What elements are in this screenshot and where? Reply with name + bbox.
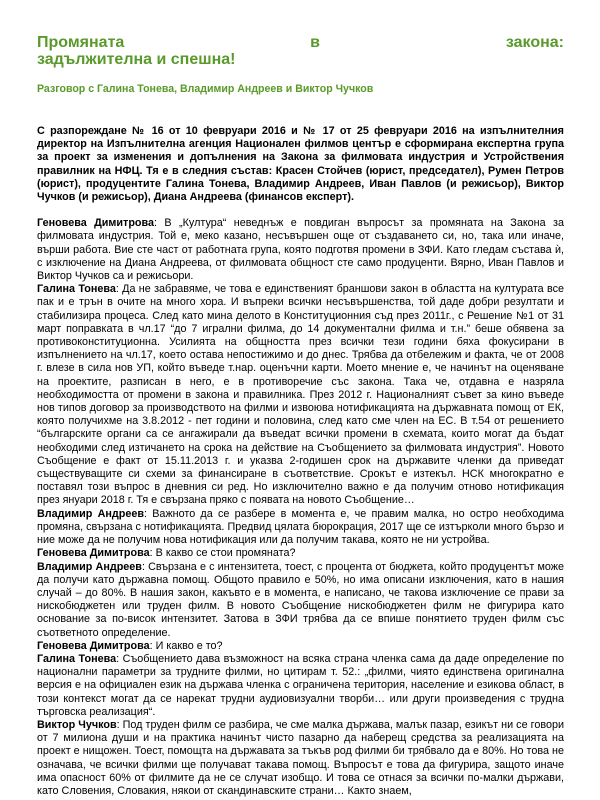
speaker-name: Владимир Андреев xyxy=(37,507,145,520)
paragraph-text: : Свързана е с интензитета, тоест, с процента от бюджета, който продуцентът може да получи като държавна помощ. Общото правило е 50%, но има описани изключения, като в нашия случай – до 80%. В нашия закон, какъвто е в момента, е написано, че такова изключение се прави за нискобюджетен или труден филм. В новото Съобщение нискобюджетен филм не фигурира като основание за по-висок интензитет. Затова в ЗФИ трябва да се впише понятието труден филм със съответното определение. xyxy=(37,560,564,639)
paragraph xyxy=(37,217,564,283)
speaker-name: Геновева Димитрова xyxy=(37,217,155,230)
title-line-1 xyxy=(37,34,564,51)
title-word-3: закона: xyxy=(505,34,564,51)
paragraph xyxy=(37,653,564,719)
article-subtitle: Разговор с Галина Тонева, Владимир Андреев и Виктор Чучков xyxy=(37,83,374,95)
title-word-1: Промяната xyxy=(37,34,125,51)
paragraph-text: : Съобщението дава възможност на всяка страна членка сама да даде определение по национални параметри за трудните филми, но цитирам т. 52.: „филми, чиято единствена оригинална версия е на официален език на държава членка с ограничена територия, население и езикова област, в този контекст могат да се нарекат трудни аудиовизуални творби… или други произведения с трудна търговска реализация“. xyxy=(37,652,565,718)
article-title xyxy=(37,34,564,68)
speaker-name: Галина Тонева xyxy=(37,283,116,296)
speaker-name: Владимир Андреев xyxy=(37,560,142,573)
paragraph-text: : Важното да се разбере в момента е, че правим малка, но остро необходима промяна, свързана с нотификацията. Предвид цялата бюрокрация, 2017 ще се изтърколи много бързо и ние може да не получим нова нотификация или да получим такава, която не ни устройва. xyxy=(37,507,564,547)
paragraph xyxy=(37,547,564,560)
paragraph xyxy=(37,719,564,798)
paragraph-text: : В „Култура“ неведнъж е повдиган въпросът за промяната на Закона за филмовата индустрия. Той е, меко казано, несъвършен още от създаването си, но, така или иначе, върши работа. Вие сте част от работната група, която подготвя промени в ЗФИ. Като гледам състава ѝ, с изключение на Диана Андреева, от филмовата общност сте само продуценти. Вярно, Иван Павлов и Виктор Чучков са и режисьори. xyxy=(37,217,564,283)
paragraph-text: : Да не забравяме, че това е единственият браншови закон в областта на културата все пак и е трън в очите на много хора. И въпреки всички несъвършенства, той даде добри резултати и стабилизира процеса. След като мина делото в Конституционния съд през 2011г., с Решение №1 от 31 март поправката в чл.17 “до 7 игрални филма, до 14 документални филма и т.н.” беше обявена за противоконституционна. Усилията на общността през всички тези години бяха фокусирани в изпълнението на чл.17, което остава непостижимо и до днес. Трябва да отбележим и факта, че от 2008 г. влезе в сила нов УП, който въведе т.нар. оценъчни карти. Моето мнение е, че начинът на оценяване на проектите, разписан в него, е в противоречие със закона. Така че, отдавна е назряла необходимостта от промени в закона и правилника. През 2012 г. Националният съвет за кино въведе нов типов договор за производството на филми и извоюва нотификацията на държавната помощ от ЕК, която получихме на 3.8.2012 - пет години и половина, след като сме член на ЕС. В т.54 от решението “българските органи са се ангажирали да въведат всички промени в схемата, които могат да бъдат необходими след изтичането на срока на действие на Съобщението за филмовата индустрия”. Новото Съобщение е факт от 15.11.2013 г. и указва 2-годишен срок на държавите членки да приведат съществуващите си схеми за финансиране в съответствие. Срокът е изтекъл. НСК многократно е поставял този въпрос в дневния си ред. Но изключително важно е да получим отново нотификация през януари 2018 г. Тя е свързана пряко с появата на новото Съобщение… xyxy=(37,283,564,507)
speaker-name: Галина Тонева xyxy=(37,652,117,665)
paragraph-text: : Под труден филм се разбира, че сме малка държава, малък пазар, езикът ни се говори от 7 милиона души и на практика начинът чисто пазарно да наберещ средства за реализацията на проект е нищожен. Тоест, помощта на държавата за тъкъв род филми би трябвало да е 80%. Но това не означава, че всички филми ще получават такава помощ. Въпросът е това да фигурира, защото иначе има опасност 60% от филмите да не се случат изобщо. И това се отнася за всички по-малки държави, като Словения, Словакия, някои от скандинавските страни… Както знаем, xyxy=(37,718,565,797)
paragraph-text: : И какво е то? xyxy=(149,639,223,652)
title-line-2: задължителна и спешна! xyxy=(37,51,236,68)
paragraph xyxy=(37,508,564,548)
paragraph xyxy=(37,561,564,640)
article xyxy=(37,34,564,798)
speaker-name: Геновева Димитрова xyxy=(37,547,150,560)
paragraph xyxy=(37,640,564,653)
paragraph-text: : В какво се стои промяната? xyxy=(149,547,296,560)
title-word-2: в xyxy=(310,34,321,51)
paragraph xyxy=(37,283,564,507)
speaker-name: Геновева Димитрова xyxy=(37,639,150,652)
article-intro: С разпореждане № 16 от 10 февруари 2016 и № 17 от 25 февруари 2016 на изпълнителния директор на Изпълнителна агенция Национален филмов център е сформирана експертна група за проект за изменения и допълнения на Закона за филмовата индустрия и Устройствения правилник на НФЦ. Тя е в следния състав: Красен Стойчев (юрист, председател), Румен Петров (юрист), продуцентите Галина Тонева, Владимир Андреев, Иван Павлов (и режисьор), Виктор Чучков (и режисьор), Диана Андреева (финансов експерт). xyxy=(37,125,564,204)
interview-body xyxy=(37,217,564,798)
speaker-name: Виктор Чучков xyxy=(37,718,117,731)
